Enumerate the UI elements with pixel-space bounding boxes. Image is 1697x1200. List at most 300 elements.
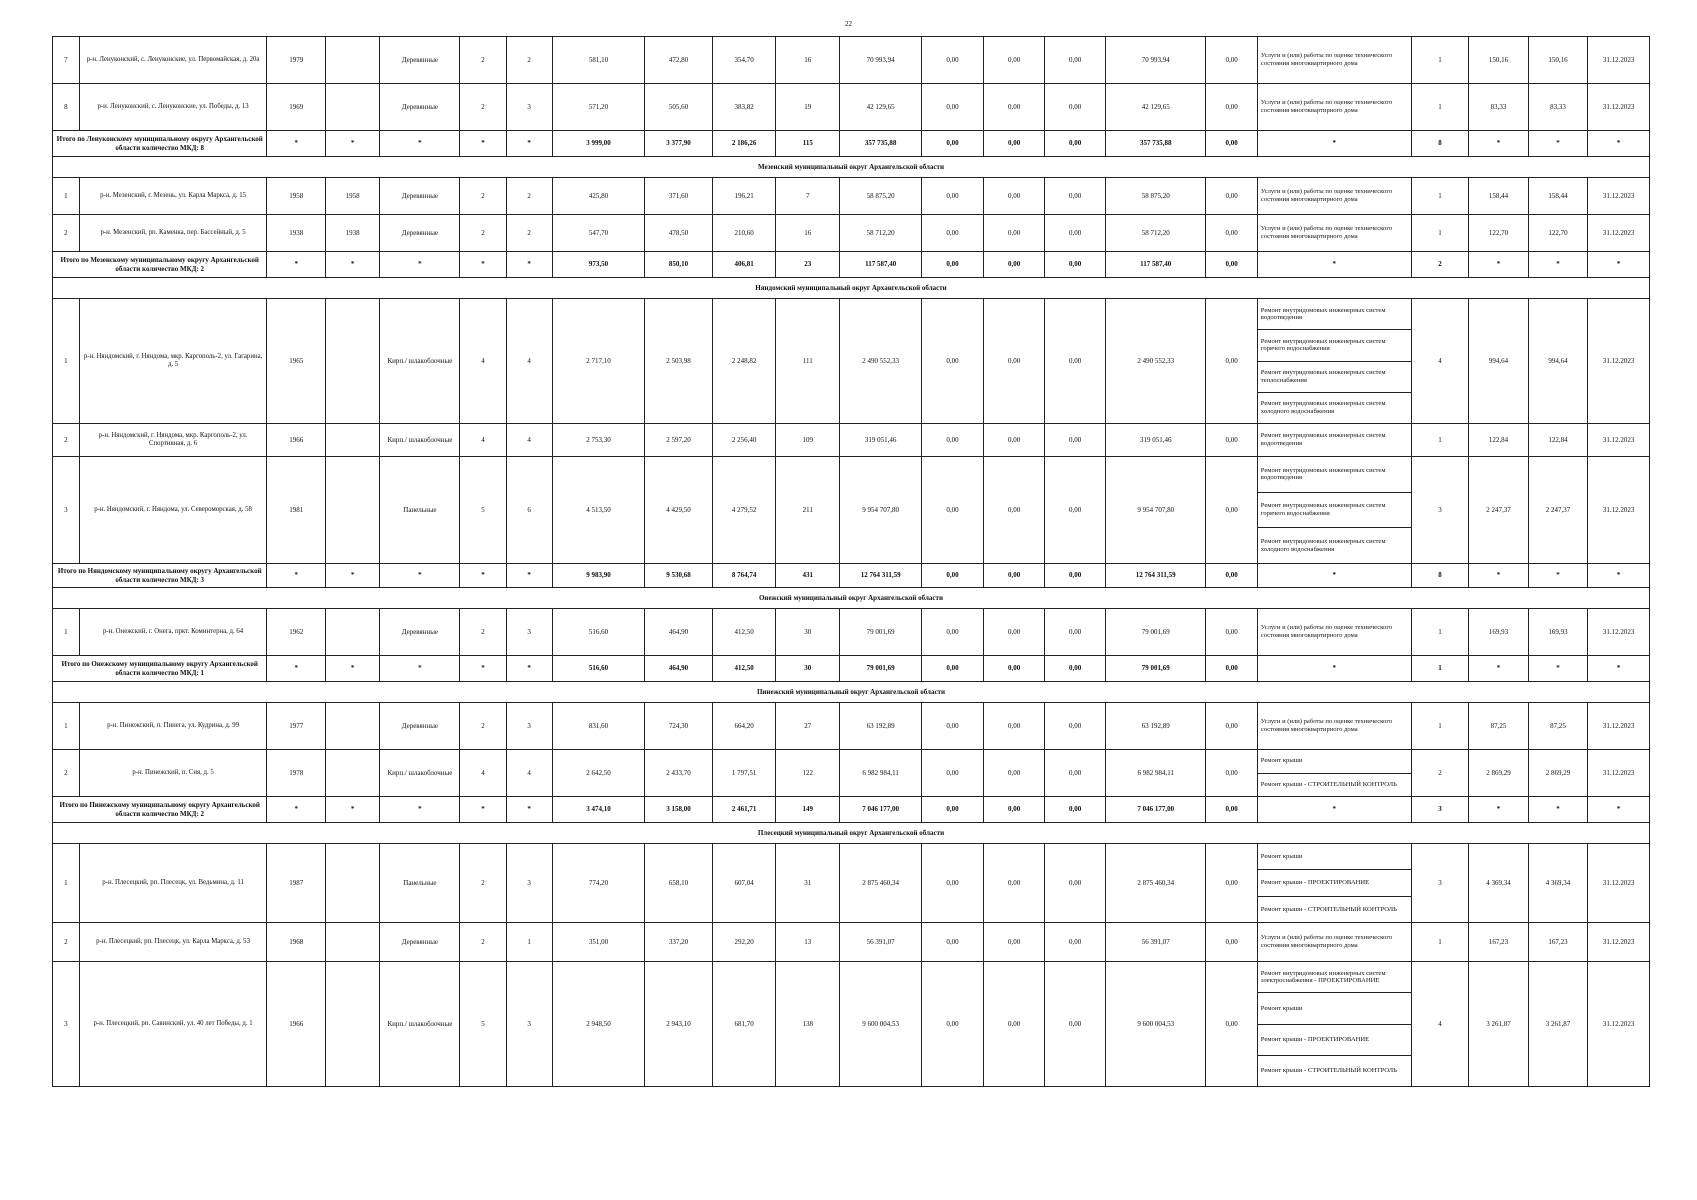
works-stack [1258, 962, 1411, 1086]
total-f2: 0,00 [983, 656, 1045, 682]
residential-area: 196,21 [712, 178, 776, 215]
work-item: Ремонт внутридомовых инженерных систем холодного водоснабжения [1260, 400, 1386, 415]
works-count: 4 [1411, 299, 1468, 424]
owner-funds: 319 051,46 [1105, 424, 1206, 457]
row-number: 2 [53, 750, 80, 797]
work-item: Ремонт внутридомовых инженерных систем холодного водоснабжения [1260, 538, 1386, 553]
total-placeholder: * [325, 252, 379, 278]
works-list [1257, 299, 1411, 424]
total-area-living: 3 158,00 [645, 797, 713, 823]
residential-area: 664,20 [712, 703, 776, 750]
total-placeholder: * [267, 131, 326, 157]
total-label: Итого по Мезенскому муниципальному округу Архангельской области количество МКД: 2 [53, 252, 267, 278]
total-placeholder: * [506, 656, 552, 682]
building-address: р-н. Ленуконский, с. Ленуконские, ул. Победы, д. 13 [79, 84, 267, 131]
entrances-count: 3 [506, 703, 552, 750]
residential-area: 383,82 [712, 84, 776, 131]
commission-year [325, 299, 379, 424]
floors-count: 2 [460, 703, 506, 750]
fund-1: 0,00 [922, 750, 984, 797]
total-placeholder: * [325, 564, 379, 588]
total-placeholder: * [380, 252, 460, 278]
completion-date: 31.12.2023 [1588, 923, 1650, 962]
total-area-total: 973,50 [552, 252, 644, 278]
unit-cost: 169,93 [1469, 609, 1529, 656]
building-row [53, 37, 1650, 84]
fund-3: 0,00 [1045, 424, 1106, 457]
residents-count: 7 [776, 178, 840, 215]
district-total-row [53, 656, 1650, 682]
total-area: 831,60 [552, 703, 644, 750]
total-placeholder: * [380, 797, 460, 823]
work-item: Ремонт внутридомовых инженерных систем горячего водоснабжения [1258, 330, 1411, 361]
fund-1: 0,00 [922, 178, 984, 215]
building-row [53, 962, 1650, 1087]
fund-2: 0,00 [983, 703, 1045, 750]
owner-funds: 9 954 707,80 [1105, 457, 1206, 564]
total-area-living: 850,10 [645, 252, 713, 278]
total-placeholder: * [1469, 564, 1529, 588]
build-year: 1977 [267, 703, 326, 750]
total-f4: 12 764 311,59 [1105, 564, 1206, 588]
building-address: р-н. Мезенский, г. Мезень, ул. Карла Маркса, д. 15 [79, 178, 267, 215]
total-f2: 0,00 [983, 252, 1045, 278]
works-count: 1 [1411, 84, 1468, 131]
total-area-res: 8 764,74 [712, 564, 776, 588]
fund-5: 0,00 [1206, 84, 1257, 131]
unit-cost: 994,64 [1469, 299, 1529, 424]
total-placeholder: * [1588, 252, 1650, 278]
fund-2: 0,00 [983, 178, 1045, 215]
residential-area: 607,04 [712, 844, 776, 923]
fund-5: 0,00 [1206, 703, 1257, 750]
fund-1: 0,00 [922, 457, 984, 564]
total-placeholder: * [1257, 252, 1411, 278]
work-item: Ремонт крыши [1258, 844, 1411, 870]
row-number: 3 [53, 962, 80, 1087]
entrances-count: 3 [506, 962, 552, 1087]
fund-2: 0,00 [983, 609, 1045, 656]
total-area: 425,80 [552, 178, 644, 215]
total-placeholder: * [267, 797, 326, 823]
total-area-living: 3 377,90 [645, 131, 713, 157]
repair-cost: 56 391,07 [840, 923, 922, 962]
total-area-total: 516,60 [552, 656, 644, 682]
fund-5: 0,00 [1206, 923, 1257, 962]
entrances-count: 1 [506, 923, 552, 962]
total-label: Итого по Онежскому муниципальному округу Архангельской области количество МКД: 1 [53, 656, 267, 682]
completion-date: 31.12.2023 [1588, 215, 1650, 252]
living-area: 478,50 [645, 215, 713, 252]
living-area: 724,30 [645, 703, 713, 750]
row-number: 3 [53, 457, 80, 564]
commission-year [325, 424, 379, 457]
entrances-count: 4 [506, 299, 552, 424]
total-area: 2 753,30 [552, 424, 644, 457]
build-year: 1981 [267, 457, 326, 564]
total-f5: 0,00 [1206, 131, 1257, 157]
total-area-res: 2 186,26 [712, 131, 776, 157]
fund-1: 0,00 [922, 37, 984, 84]
total-cost: 117 587,40 [840, 252, 922, 278]
total-residents: 149 [776, 797, 840, 823]
total-area-res: 2 461,71 [712, 797, 776, 823]
fund-5: 0,00 [1206, 178, 1257, 215]
total-placeholder: * [1469, 131, 1529, 157]
fund-1: 0,00 [922, 215, 984, 252]
repair-cost: 63 192,89 [840, 703, 922, 750]
total-f1: 0,00 [922, 656, 984, 682]
total-placeholder: * [1469, 797, 1529, 823]
total-f1: 0,00 [922, 797, 984, 823]
district-total-row [53, 252, 1650, 278]
work-item: Ремонт внутридомовых инженерных систем горячего водоснабжения [1258, 493, 1411, 529]
build-year: 1962 [267, 609, 326, 656]
works-list [1257, 178, 1411, 215]
max-unit-cost: 158,44 [1528, 178, 1588, 215]
unit-cost: 87,25 [1469, 703, 1529, 750]
building-address: р-н. Мезенский, рп. Каменка, пер. Бассейный, д. 5 [79, 215, 267, 252]
fund-1: 0,00 [922, 424, 984, 457]
unit-cost: 2 869,29 [1469, 750, 1529, 797]
total-area: 4 513,50 [552, 457, 644, 564]
commission-year [325, 923, 379, 962]
total-placeholder: * [325, 131, 379, 157]
repair-cost: 319 051,46 [840, 424, 922, 457]
work-item: Ремонт крыши - СТРОИТЕЛЬНЫЙ КОНТРОЛЬ [1260, 905, 1397, 913]
total-placeholder: * [1528, 131, 1588, 157]
commission-year [325, 37, 379, 84]
repair-cost: 9 954 707,80 [840, 457, 922, 564]
max-unit-cost: 4 369,34 [1528, 844, 1588, 923]
total-f5: 0,00 [1206, 564, 1257, 588]
total-residents: 23 [776, 252, 840, 278]
works-count: 1 [1411, 703, 1468, 750]
total-cost: 7 046 177,00 [840, 797, 922, 823]
max-unit-cost: 83,33 [1528, 84, 1588, 131]
residential-area: 4 279,52 [712, 457, 776, 564]
unit-cost: 4 369,34 [1469, 844, 1529, 923]
works-count: 3 [1411, 844, 1468, 923]
residents-count: 211 [776, 457, 840, 564]
total-placeholder: * [506, 564, 552, 588]
total-area-total: 3 999,00 [552, 131, 644, 157]
unit-cost: 122,70 [1469, 215, 1529, 252]
total-placeholder: * [325, 797, 379, 823]
building-address: р-н. Плесецкий, рп. Савинский, ул. 40 лет Победы, д. 1 [79, 962, 267, 1087]
fund-5: 0,00 [1206, 750, 1257, 797]
total-placeholder: * [325, 656, 379, 682]
fund-2: 0,00 [983, 844, 1045, 923]
total-f3: 0,00 [1045, 252, 1106, 278]
work-item: Услуги и (или) работы по оценке технического состояния многоквартирного дома [1260, 718, 1393, 733]
total-f3: 0,00 [1045, 131, 1106, 157]
max-unit-cost: 167,23 [1528, 923, 1588, 962]
completion-date: 31.12.2023 [1588, 424, 1650, 457]
fund-1: 0,00 [922, 962, 984, 1087]
living-area: 2 943,10 [645, 962, 713, 1087]
work-item: Ремонт крыши - СТРОИТЕЛЬНЫЙ КОНТРОЛЬ [1260, 780, 1397, 788]
district-total-row [53, 797, 1650, 823]
completion-date: 31.12.2023 [1588, 84, 1650, 131]
works-list [1257, 962, 1411, 1087]
repair-cost: 2 490 552,33 [840, 299, 922, 424]
district-total-row [53, 564, 1650, 588]
row-number: 1 [53, 703, 80, 750]
build-year: 1966 [267, 962, 326, 1087]
total-area: 2 717,10 [552, 299, 644, 424]
wall-material: Деревянные [380, 703, 460, 750]
completion-date: 31.12.2023 [1588, 609, 1650, 656]
commission-year [325, 84, 379, 131]
wall-material: Деревянные [380, 215, 460, 252]
floors-count: 2 [460, 609, 506, 656]
wall-material: Деревянные [380, 923, 460, 962]
completion-date: 31.12.2023 [1588, 750, 1650, 797]
owner-funds: 70 993,94 [1105, 37, 1206, 84]
row-number: 2 [53, 215, 80, 252]
total-placeholder: * [267, 564, 326, 588]
fund-5: 0,00 [1206, 424, 1257, 457]
total-placeholder: * [460, 656, 506, 682]
living-area: 2 503,98 [645, 299, 713, 424]
total-label: Итого по Пинежскому муниципальному округу Архангельской области количество МКД: 2 [53, 797, 267, 823]
works-stack [1258, 84, 1411, 130]
completion-date: 31.12.2023 [1588, 962, 1650, 1087]
fund-1: 0,00 [922, 844, 984, 923]
work-item: Услуги и (или) работы по оценке технического состояния многоквартирного дома [1260, 225, 1393, 240]
works-count: 4 [1411, 962, 1468, 1087]
owner-funds: 56 391,07 [1105, 923, 1206, 962]
building-address: р-н. Пинежский, п. Пинега, ул. Кудрина, д. 99 [79, 703, 267, 750]
total-f5: 0,00 [1206, 656, 1257, 682]
repair-cost: 42 129,65 [840, 84, 922, 131]
building-address: р-н. Плесецкий, рп. Плесецк, ул. Ведьмина, д. 11 [79, 844, 267, 923]
building-row [53, 424, 1650, 457]
fund-1: 0,00 [922, 923, 984, 962]
repair-cost: 58 712,20 [840, 215, 922, 252]
works-stack [1258, 299, 1411, 423]
wall-material: Кирп./ шлакоблочные [380, 962, 460, 1087]
building-row [53, 84, 1650, 131]
works-list [1257, 84, 1411, 131]
floors-count: 4 [460, 750, 506, 797]
residential-area: 292,20 [712, 923, 776, 962]
district-section-row [53, 823, 1650, 844]
total-area-living: 9 530,68 [645, 564, 713, 588]
owner-funds: 9 600 004,53 [1105, 962, 1206, 1087]
residential-area: 412,50 [712, 609, 776, 656]
max-unit-cost: 150,16 [1528, 37, 1588, 84]
work-item: Ремонт крыши - ПРОЕКТИРОВАНИЕ [1258, 870, 1411, 896]
building-address: р-н. Ленуконский, с. Ленуконские, ул. Первомайская, д. 20а [79, 37, 267, 84]
floors-count: 4 [460, 424, 506, 457]
works-list [1257, 457, 1411, 564]
total-f4: 7 046 177,00 [1105, 797, 1206, 823]
fund-3: 0,00 [1045, 299, 1106, 424]
build-year: 1958 [267, 178, 326, 215]
works-stack [1258, 178, 1411, 214]
works-count: 1 [1411, 923, 1468, 962]
total-f4: 79 001,69 [1105, 656, 1206, 682]
fund-2: 0,00 [983, 215, 1045, 252]
works-stack [1258, 457, 1411, 563]
fund-5: 0,00 [1206, 962, 1257, 1087]
total-cost: 357 735,88 [840, 131, 922, 157]
fund-3: 0,00 [1045, 457, 1106, 564]
total-area-res: 406,81 [712, 252, 776, 278]
total-placeholder: * [1588, 131, 1650, 157]
work-item: Ремонт внутридомовых инженерных систем водоотведения [1258, 457, 1411, 493]
work-item: Ремонт внутридомовых инженерных систем теплоснабжения [1258, 362, 1411, 393]
works-list [1257, 844, 1411, 923]
living-area: 658,10 [645, 844, 713, 923]
residents-count: 16 [776, 215, 840, 252]
commission-year [325, 703, 379, 750]
unit-cost: 3 261,87 [1469, 962, 1529, 1087]
fund-3: 0,00 [1045, 84, 1106, 131]
total-area-res: 412,50 [712, 656, 776, 682]
living-area: 505,60 [645, 84, 713, 131]
repair-register-table [52, 36, 1650, 1087]
district-section-title: Няндомский муниципальный округ Архангельской области [53, 278, 1650, 299]
floors-count: 2 [460, 84, 506, 131]
fund-1: 0,00 [922, 703, 984, 750]
fund-5: 0,00 [1206, 609, 1257, 656]
fund-1: 0,00 [922, 609, 984, 656]
building-address: р-н. Няндомский, г. Няндома, мкр. Каргополь-2, ул. Гагарина, д. 5 [79, 299, 267, 424]
district-section-title: Мезенский муниципальный округ Архангельской области [53, 157, 1650, 178]
total-works-count: 3 [1411, 797, 1468, 823]
row-number: 8 [53, 84, 80, 131]
work-item: Услуги и (или) работы по оценке технического состояния многоквартирного дома [1260, 934, 1393, 949]
build-year: 1966 [267, 424, 326, 457]
floors-count: 2 [460, 844, 506, 923]
works-count: 1 [1411, 37, 1468, 84]
completion-date: 31.12.2023 [1588, 844, 1650, 923]
unit-cost: 167,23 [1469, 923, 1529, 962]
residential-area: 2 248,82 [712, 299, 776, 424]
build-year: 1938 [267, 215, 326, 252]
total-area-total: 3 474,10 [552, 797, 644, 823]
fund-2: 0,00 [983, 923, 1045, 962]
fund-5: 0,00 [1206, 844, 1257, 923]
building-row [53, 178, 1650, 215]
total-f3: 0,00 [1045, 564, 1106, 588]
living-area: 464,90 [645, 609, 713, 656]
fund-5: 0,00 [1206, 299, 1257, 424]
works-stack [1258, 37, 1411, 83]
owner-funds: 2 490 552,33 [1105, 299, 1206, 424]
max-unit-cost: 122,84 [1528, 424, 1588, 457]
residents-count: 138 [776, 962, 840, 1087]
total-works-count: 8 [1411, 564, 1468, 588]
total-f4: 357 735,88 [1105, 131, 1206, 157]
total-placeholder: * [267, 656, 326, 682]
total-placeholder: * [1257, 797, 1411, 823]
work-item: Ремонт крыши [1258, 750, 1411, 774]
total-placeholder: * [1528, 656, 1588, 682]
entrances-count: 3 [506, 844, 552, 923]
build-year: 1987 [267, 844, 326, 923]
entrances-count: 4 [506, 750, 552, 797]
building-address: р-н. Няндомский, г. Няндома, мкр. Каргополь-2, ул. Спортивная, д. 6 [79, 424, 267, 457]
work-item: Ремонт внутридомовых инженерных систем водоотведения [1260, 432, 1386, 447]
total-residents: 115 [776, 131, 840, 157]
total-f1: 0,00 [922, 564, 984, 588]
repair-cost: 6 982 984,11 [840, 750, 922, 797]
total-label: Итого по Ленуконскому муниципальному округу Архангельской области количество МКД: 8 [53, 131, 267, 157]
district-section-row [53, 588, 1650, 609]
building-row [53, 703, 1650, 750]
total-area: 2 642,50 [552, 750, 644, 797]
work-item: Услуги и (или) работы по оценке технического состояния многоквартирного дома [1260, 52, 1393, 67]
works-count: 1 [1411, 424, 1468, 457]
total-f3: 0,00 [1045, 797, 1106, 823]
work-item: Ремонт крыши - ПРОЕКТИРОВАНИЕ [1258, 1025, 1411, 1056]
residents-count: 27 [776, 703, 840, 750]
floors-count: 4 [460, 299, 506, 424]
entrances-count: 2 [506, 37, 552, 84]
wall-material: Деревянные [380, 178, 460, 215]
total-f2: 0,00 [983, 564, 1045, 588]
row-number: 1 [53, 844, 80, 923]
total-placeholder: * [1257, 131, 1411, 157]
floors-count: 5 [460, 457, 506, 564]
residents-count: 16 [776, 37, 840, 84]
repair-cost: 70 993,94 [840, 37, 922, 84]
works-count: 1 [1411, 609, 1468, 656]
max-unit-cost: 122,70 [1528, 215, 1588, 252]
fund-1: 0,00 [922, 84, 984, 131]
completion-date: 31.12.2023 [1588, 703, 1650, 750]
total-placeholder: * [1588, 797, 1650, 823]
total-f5: 0,00 [1206, 252, 1257, 278]
residents-count: 109 [776, 424, 840, 457]
total-placeholder: * [460, 131, 506, 157]
living-area: 2 433,70 [645, 750, 713, 797]
total-area: 547,70 [552, 215, 644, 252]
total-f1: 0,00 [922, 131, 984, 157]
floors-count: 2 [460, 215, 506, 252]
total-area-total: 9 983,90 [552, 564, 644, 588]
works-count: 1 [1411, 178, 1468, 215]
building-row [53, 923, 1650, 962]
works-stack [1258, 923, 1411, 961]
completion-date: 31.12.2023 [1588, 178, 1650, 215]
total-placeholder: * [460, 252, 506, 278]
fund-2: 0,00 [983, 750, 1045, 797]
total-f5: 0,00 [1206, 797, 1257, 823]
wall-material: Кирп./ шлакоблочные [380, 299, 460, 424]
floors-count: 5 [460, 962, 506, 1087]
works-list [1257, 424, 1411, 457]
building-row [53, 215, 1650, 252]
build-year: 1968 [267, 923, 326, 962]
total-placeholder: * [460, 564, 506, 588]
fund-3: 0,00 [1045, 844, 1106, 923]
wall-material: Панельные [380, 844, 460, 923]
fund-1: 0,00 [922, 299, 984, 424]
total-label: Итого по Няндомскому муниципальному округу Архангельской области количество МКД: 3 [53, 564, 267, 588]
repair-cost: 2 875 460,34 [840, 844, 922, 923]
work-item: Услуги и (или) работы по оценке технического состояния многоквартирного дома [1260, 188, 1393, 203]
fund-2: 0,00 [983, 962, 1045, 1087]
district-section-row [53, 157, 1650, 178]
total-placeholder: * [460, 797, 506, 823]
building-address: р-н. Онежский, г. Онега, пркт. Коминтерна, д. 64 [79, 609, 267, 656]
max-unit-cost: 3 261,87 [1528, 962, 1588, 1087]
